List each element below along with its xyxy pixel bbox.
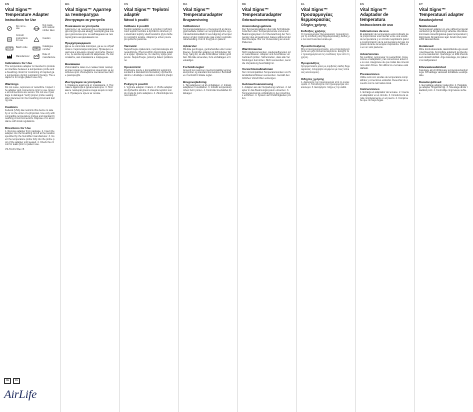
section-body: El adaptador de temperatura está indicado para proporcionar una interfaz entre una sonda de temperatura y un circuito respiratorio para la monitorización de la temperatura del gas inspirado durante la terapia respiratoria. Para uso en un solo paciente. [360, 32, 409, 50]
section-heading: Forholdsregler [183, 64, 205, 69]
symbol-entry [32, 25, 56, 33]
section-heading: Προφυλάξεις [301, 61, 320, 66]
symbol-description: Batch code [16, 47, 28, 50]
product-title: Vital Signs™ Teplotní adaptér [124, 6, 169, 17]
language-column-cs [119, 0, 175, 412]
symbol-entry [5, 46, 30, 51]
date-icon [32, 54, 41, 59]
section-body: 1. Tag adapteren ud af emballagen. 2. Indsæt adapteren i kredsløbet. 3. Indsæt temperaturproben helt i porten. 4. Kontroller kredsløbet for lækager. [183, 83, 232, 95]
document-code: VS-TA-IFU Rev. B [5, 147, 25, 151]
section-heading: Инструкции за употреба [65, 79, 102, 84]
product-title: Vital Signs™ Temperature Adapter [5, 6, 49, 17]
section-heading: Brugsvejledning [183, 79, 207, 84]
document-subtitle: Οδηγίες χρήσης [301, 22, 327, 27]
symbol-description: Caution [42, 37, 51, 40]
svg-text:LOT: LOT [7, 48, 12, 51]
section-body: 1. Vyjměte adaptér z balení. 2. Vložte adaptér do dýchacího okruhu. 3. Zasuňte teplotní sondu zcela do portu adaptéru. 4. Zkontrolujte těsnost okruhu. [124, 86, 173, 98]
section-heading: Warnhinweise [242, 46, 263, 51]
consult-ifu-icon [5, 37, 14, 42]
section-body: 1. Adapter aus der Verpackung nehmen. 2. Adapter in das Beatmungssystem einsetzen. 3. Temperatursonde vollständig in den Anschluss einführen. 4. System auf Undichtigkeiten prüfen. [242, 86, 291, 101]
latex-free-icon [32, 26, 41, 31]
language-code: ET [419, 2, 423, 6]
section-body: No reutilizar, reprocesar ni reesterilizar. Inspeccione el adaptador y las conexiones antes de su uso. Asegúrese de que todas las conexiones estén firmes. No utilizar si el envase está dañado. [360, 55, 409, 70]
section-body: 1. Eemaldage adapter pakendist. 2. Paigaldage adapter hingamisringi. 3. Sisestage andur täielikult porti. 4. Kontrollige ringi lekete suhtes. [419, 83, 468, 95]
section-heading: Indications for Use [5, 61, 33, 66]
symbol-description: Date of manufacture [42, 54, 56, 59]
section-body: Nicht wiederverwenden, wiederaufbereiten oder resterilisieren. Adapter und Anschlüsse vor Gebrauch prüfen. Sicherstellen, dass alle Verbindungen fest sitzen. Nicht verwenden, wenn die Verpackung beschädigt ist. [242, 50, 291, 65]
section-body: 1. Extraiga el adaptador del envase. 2. Inserte el adaptador en el circuito. 3. Introduzca la sonda completamente en el puerto. 4. Compruebe que no haya fugas. [360, 91, 409, 103]
symbol-entry [5, 25, 30, 33]
section-heading: Οδηγίες χρήσης [301, 76, 325, 81]
section-heading: Vorsichtsmaßnahmen [242, 67, 274, 72]
symbol-description: Catalogue number [42, 46, 54, 51]
language-code: DE [242, 2, 247, 6]
section-body: Federal (USA) law restricts this device to sale by or on the order of a physician. Use only with compatible temperature probes and standard breathing circuit connectors. Dispose of in accordance with local regulations. [5, 109, 55, 123]
section-heading: Näidustused [419, 23, 438, 28]
ce-mark: CE [5, 379, 10, 382]
section-heading: Cautions [5, 105, 18, 110]
section-body: Kasutage ainult ühilduvate temperatuurianduritega. Kõrvaldage vastavalt kohalikele eeskirjadele. [419, 68, 468, 77]
section-body: Teplotní adaptér je určen k vytvoření rozhraní mezi teplotní sondou a dýchacím okruhem pro sledování teploty vdechovaného plynu během respirační terapie. Adaptér je určen pouze pro jednoho pacienta. [124, 27, 173, 42]
language-column-es [355, 0, 411, 412]
symbol-entry [32, 54, 56, 59]
product-title: Vital Signs™ Temperaturadapter [183, 6, 223, 17]
section-heading: Indikationer [183, 23, 201, 28]
language-code: CS [124, 2, 129, 6]
section-body: 1. Remove adapter from package. 2. Insert the adapter into the breathing circuit at the location specified by the humidifier manufacturer. 3. Insert the temperature probe fully into the probe port of the adapter until seated. 4. Check the circuit for leaks prior to patient use. [5, 129, 55, 147]
section-body: Må ikke genbruges, genbehandles eller resteriliseres. Kontroller adapter og forbindelser før brug. Sørg for, at alle forbindelser sidder godt fast. Må ikke anvendes, hvis emballagen er beskadiget. [183, 48, 232, 62]
section-body: Temperaturadapteren er beregnet til at danne grænseflade mellem en temperaturprobe og et åndedrætskredsløb til overvågning af temperaturen af den inspirerede gas under respirationsbehandling. Kun til brug på én patient. [183, 27, 232, 42]
language-column-el [296, 0, 352, 412]
section-body: Ο προσαρμογέας θερμοκρασίας προορίζεται για τη σύνδεση μιας θερμοκρασιακής ακίδας με ένα αναπνευστικό κύκλωμα. [301, 32, 350, 41]
section-heading: Warnings [5, 81, 19, 86]
section-heading: Ettevaatusabinõud [419, 64, 446, 69]
section-heading: Предупреждения [65, 41, 91, 46]
symbol-description: Consult instructions for use [16, 35, 28, 43]
product-title: Vital Signs™ Temperaturadapter [242, 6, 282, 17]
section-body: Der Temperaturadapter dient als Schnittstelle zwischen einer Temperatursonde und einem Beatmungssystem zur Überwachung der Temperatur des eingeatmeten Gases während der Atemtherapie. Nur zur Verwendung an einem Patienten. [242, 27, 291, 45]
section-heading: Advertencias [360, 51, 379, 56]
regulatory-marks [4, 378, 37, 384]
language-code: EL [301, 2, 305, 6]
language-column-et [414, 0, 470, 412]
section-heading: Advarsler [183, 44, 197, 49]
document-subtitle: Brugsanvisning [183, 17, 208, 22]
language-column-de [237, 0, 293, 412]
section-heading: Gebrauchsanweisung [242, 82, 274, 87]
symbol-entry [32, 35, 56, 43]
section-heading: Anwendungsgebiete [242, 23, 272, 28]
section-body: 1. Αφαιρέστε τον προσαρμογέα από τη συσκευασία. 2. Τοποθετήστε τον προσαρμογέα στο κύκλωμα. 3. Εισαγάγετε πλήρως την ακίδα. [301, 80, 350, 89]
section-body: Използвайте само със съвместими температурни сонди и стандартни конектори за дихателен кръг. Изхвърлете съгласно местните разпоредби. [65, 65, 114, 77]
section-heading: Upozornění [124, 64, 141, 69]
section-body: Mitte korduvkasutada, taastöödelda ega uuesti steriliseerida. Kontrollige adapterit ja ühendusi enne kasutamist. Veenduge, et kõik ühendused oleksid kindlad. Ärge kasutage, kui pakend on kahjustatud. [419, 48, 468, 62]
language-column-da [178, 0, 234, 412]
airlife-logo: AirLife [4, 387, 37, 401]
section-body: Адаптерът за температура е предназначен да осигури връзка между температурна сонда и дихателен кръг за наблюдение на температурата на вдишвания газ. [65, 27, 114, 39]
section-heading: Directions for Use [5, 125, 31, 130]
section-body: Temperatuuri adapter on ette nähtud temperatuurianduri ja hingamisringi vahelise ühenduse loomiseks sissehingatava gaasi temperatuuri jälgimiseks hingamisravi ajal. Ainult ühel patsiendil kasutamiseks. [419, 27, 468, 42]
section-heading: Indicaciones de uso [360, 28, 389, 33]
section-heading: Precauciones [360, 72, 380, 77]
caution-icon [32, 37, 41, 42]
symbol-description: Do not re-use [16, 25, 27, 31]
section-body: Utilice solo con sondas de temperatura compatibles y conectores estándar. Desechar de acuerdo con la normativa local. [360, 76, 408, 85]
section-heading: Внимание [65, 61, 80, 66]
symbol-legend [5, 25, 55, 60]
document-subtitle: Instrucciones de uso [360, 22, 393, 27]
product-title: Vital Signs™ Temperatuuri adapter [419, 6, 464, 17]
language-code: DA [183, 2, 188, 6]
symbol-entry [5, 35, 30, 43]
section-heading: Indikace k použití [124, 23, 150, 28]
svg-text:LATEX: LATEX [32, 28, 40, 31]
section-body: Да не се използва повторно, да не се обработва и стерилизира повторно. Проверете адаптера и връзките преди употреба. Уверете се, че всички връзки са закрепени. Не използвайте, ако опаковката е повредена. [65, 45, 115, 60]
product-title: Vital Signs™ Adaptador de temperatura [360, 6, 389, 22]
section-heading: Pokyny k použití [124, 82, 148, 87]
product-title: Vital Signs™ Προσαρμογέας θερμοκρασίας [301, 6, 333, 22]
section-heading: Instrucciones [360, 87, 380, 92]
language-code: ES [360, 2, 365, 6]
rx-mark: Rx [13, 378, 20, 384]
document-subtitle: Instructions for Use [5, 17, 37, 22]
language-column-en [1, 0, 57, 412]
section-body: Nur mit kompatiblen Temperatursonden und Standardanschlüssen verwenden. Gemäß den örtlichen Vorschriften entsorgen. [242, 71, 291, 80]
do-not-reuse-icon [5, 26, 14, 31]
section-heading: Kasutusjuhised [419, 79, 442, 84]
section-heading: Προειδοποιήσεις [301, 43, 326, 48]
manufacturer-icon [5, 54, 14, 59]
symbol-entry [32, 46, 56, 51]
symbol-entry [5, 54, 30, 59]
section-heading: Показания за употреба [65, 23, 100, 28]
section-body: Do not reuse, reprocess or resterilize. Inspect the adapter and connections prior to use. Ensure all connections are secure. Do not use if package is damaged. Verify proper probe seating after placement in the breathing circuit and during use. [5, 85, 55, 103]
section-body: Používejte pouze s kompatibilními teplotními sondami a standardními konektory dýchacího okruhu. Likvidujte v souladu s místními předpisy. [124, 68, 173, 80]
section-body: 1. Извадете адаптера от опаковката. 2. Поставете адаптера в дихателния кръг. 3. Поставете температурната сонда изцяло в порта. 4. Проверете кръга за течове. [65, 83, 114, 95]
brand-block [4, 378, 37, 402]
section-body: Μην επαναχρησιμοποιείτε, μην επανεπεξεργάζεστε και μην επαναποστειρώνετε. Ελέγξτε τον προσαρμογέα και τις συνδέσεις πριν από τη χρήση. [301, 47, 350, 59]
symbol-description: Not made with natural rubber latex [42, 24, 55, 32]
lot-icon [5, 46, 14, 51]
language-code: EN [5, 2, 10, 6]
language-code: BG [65, 2, 70, 6]
product-title: Vital Signs™ Адаптер за температура [65, 6, 112, 17]
section-heading: Hoiatused [419, 44, 434, 49]
section-body: Χρησιμοποιείτε μόνο με συμβατές ακίδες θερμοκρασίας. Απορρίψτε σύμφωνα με τους τοπικούς κανονισμούς. [301, 65, 350, 74]
section-body: Anvend kun sammen med kompatible temperaturprober og standard konnektorer. Bortskaffes i henhold til lokale regler. [183, 68, 232, 77]
section-heading: Varování [124, 44, 137, 49]
section-body: The temperature adapter is intended to provide an interface between a temperature probe and a breathing circuit for monitoring of inspired gas temperature during respiratory therapy. The adapter is for single patient use only. [5, 65, 55, 80]
document-subtitle: Gebrauchsanweisung [242, 17, 277, 22]
ref-icon [32, 46, 41, 51]
section-heading: Ενδείξεις χρήσης [301, 28, 326, 33]
language-column-bg [60, 0, 116, 412]
svg-text:REF: REF [33, 48, 39, 51]
document-subtitle: Návod k použití [124, 17, 149, 22]
document-subtitle: Инструкции за употреба [65, 17, 105, 22]
document-subtitle: Kasutusjuhend [419, 17, 443, 22]
symbol-description: Manufacturer [16, 55, 30, 58]
section-body: Nepoužívejte opakovaně, nezpracovávejte ani nesterilizujte. Před použitím zkontrolujte adaptér a spoje. Ujistěte se, že všechny spoje jsou pevné. Nepoužívejte, pokud je balení poškozené. [124, 48, 173, 62]
